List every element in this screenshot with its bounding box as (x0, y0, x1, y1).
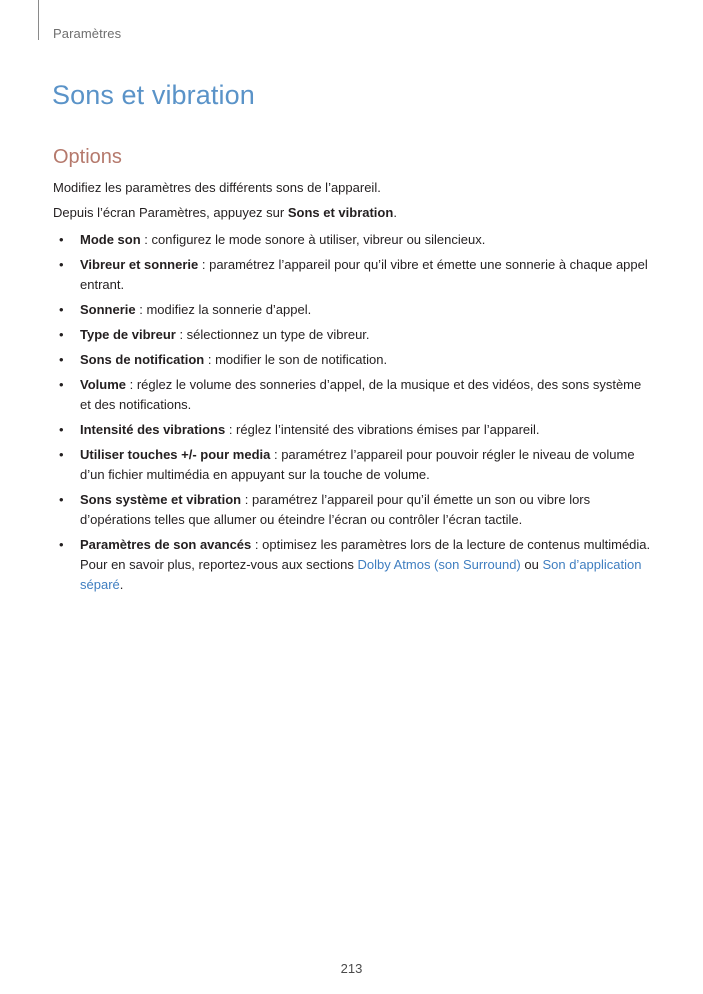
item-term: Vibreur et sonnerie (80, 257, 199, 272)
item-text: : paramétrez l’appareil pour pouvoir régler le niveau de volume d’un fichier multimédia en appuyant sur la touche de volume. (80, 447, 635, 482)
item-text: : modifiez la sonnerie d’appel. (135, 302, 312, 317)
bullet-icon: • (59, 422, 64, 437)
item-term: Sons système et vibration (80, 492, 242, 507)
item-term: Paramètres de son avancés (80, 537, 252, 552)
margin-rule (38, 0, 39, 40)
item-term: Sons de notification (80, 352, 205, 367)
bullet-icon: • (59, 447, 64, 462)
intro-line-1: Modifiez les paramètres des différents sons de l’appareil. (53, 180, 381, 195)
list-item-parametres-avances (53, 535, 653, 595)
options-list (53, 230, 653, 600)
item-text: : paramétrez l’appareil pour qu’il vibre et émette une sonnerie à chaque appel entrant. (80, 257, 648, 292)
item-term: Utiliser touches +/- pour media (80, 447, 271, 462)
bullet-icon: • (59, 492, 64, 507)
item-text: : paramétrez l’appareil pour qu’il émette un son ou vibre lors d’opérations telles que allumer ou éteindre l’écran ou contrôler l’écran tactile. (80, 492, 591, 527)
intro-line-2-prefix: Depuis l’écran Paramètres, appuyez sur (53, 205, 288, 220)
bullet-icon: • (59, 352, 64, 367)
item-text-between: ou (520, 557, 543, 572)
list-item-sons-systeme (53, 490, 653, 530)
item-term: Volume (80, 377, 126, 392)
list-item-type-vibreur (53, 325, 653, 345)
page-title: Sons et vibration (52, 80, 255, 110)
item-term: Mode son (80, 232, 141, 247)
list-item-sons-notification (53, 350, 653, 370)
bullet-icon: • (59, 537, 64, 552)
list-item-touches-media (53, 445, 653, 485)
bullet-icon: • (59, 377, 64, 392)
intro-line-2 (53, 205, 397, 220)
bullet-icon: • (59, 327, 64, 342)
item-term: Intensité des vibrations (80, 422, 226, 437)
intro-line-2-suffix: . (393, 205, 397, 220)
list-item-sonnerie (53, 300, 653, 320)
list-item-volume (53, 375, 653, 415)
item-text: : sélectionnez un type de vibreur. (175, 327, 370, 342)
item-text: : réglez le volume des sonneries d’appel, de la musique et des vidéos, des sons système et des notifications. (80, 377, 642, 412)
item-text-end: . (119, 577, 124, 592)
page-number: 213 (340, 961, 363, 976)
intro-line-2-bold: Sons et vibration (287, 205, 394, 220)
item-text: : configurez le mode sonore à utiliser, vibreur ou silencieux. (140, 232, 486, 247)
list-item-vibreur-sonnerie (53, 255, 653, 295)
bullet-icon: • (59, 232, 64, 247)
item-text: : optimisez les paramètres lors de la lecture de contenus multimédia. Pour en savoir plus, reportez-vous aux sections (80, 537, 651, 572)
link-son-application-separe[interactable]: Son d’application séparé (80, 557, 642, 592)
link-dolby-atmos[interactable]: Dolby Atmos (son Surround) (357, 557, 521, 572)
item-term: Type de vibreur (80, 327, 176, 342)
bullet-icon: • (59, 257, 64, 272)
item-text: : réglez l’intensité des vibrations émises par l’appareil. (225, 422, 540, 437)
section-heading-options: Options (53, 146, 122, 168)
list-item-mode-son (53, 230, 653, 250)
item-text: : modifier le son de notification. (204, 352, 388, 367)
breadcrumb: Paramètres (53, 26, 122, 41)
item-term: Sonnerie (80, 302, 136, 317)
list-item-intensite-vibrations (53, 420, 653, 440)
bullet-icon: • (59, 302, 64, 317)
